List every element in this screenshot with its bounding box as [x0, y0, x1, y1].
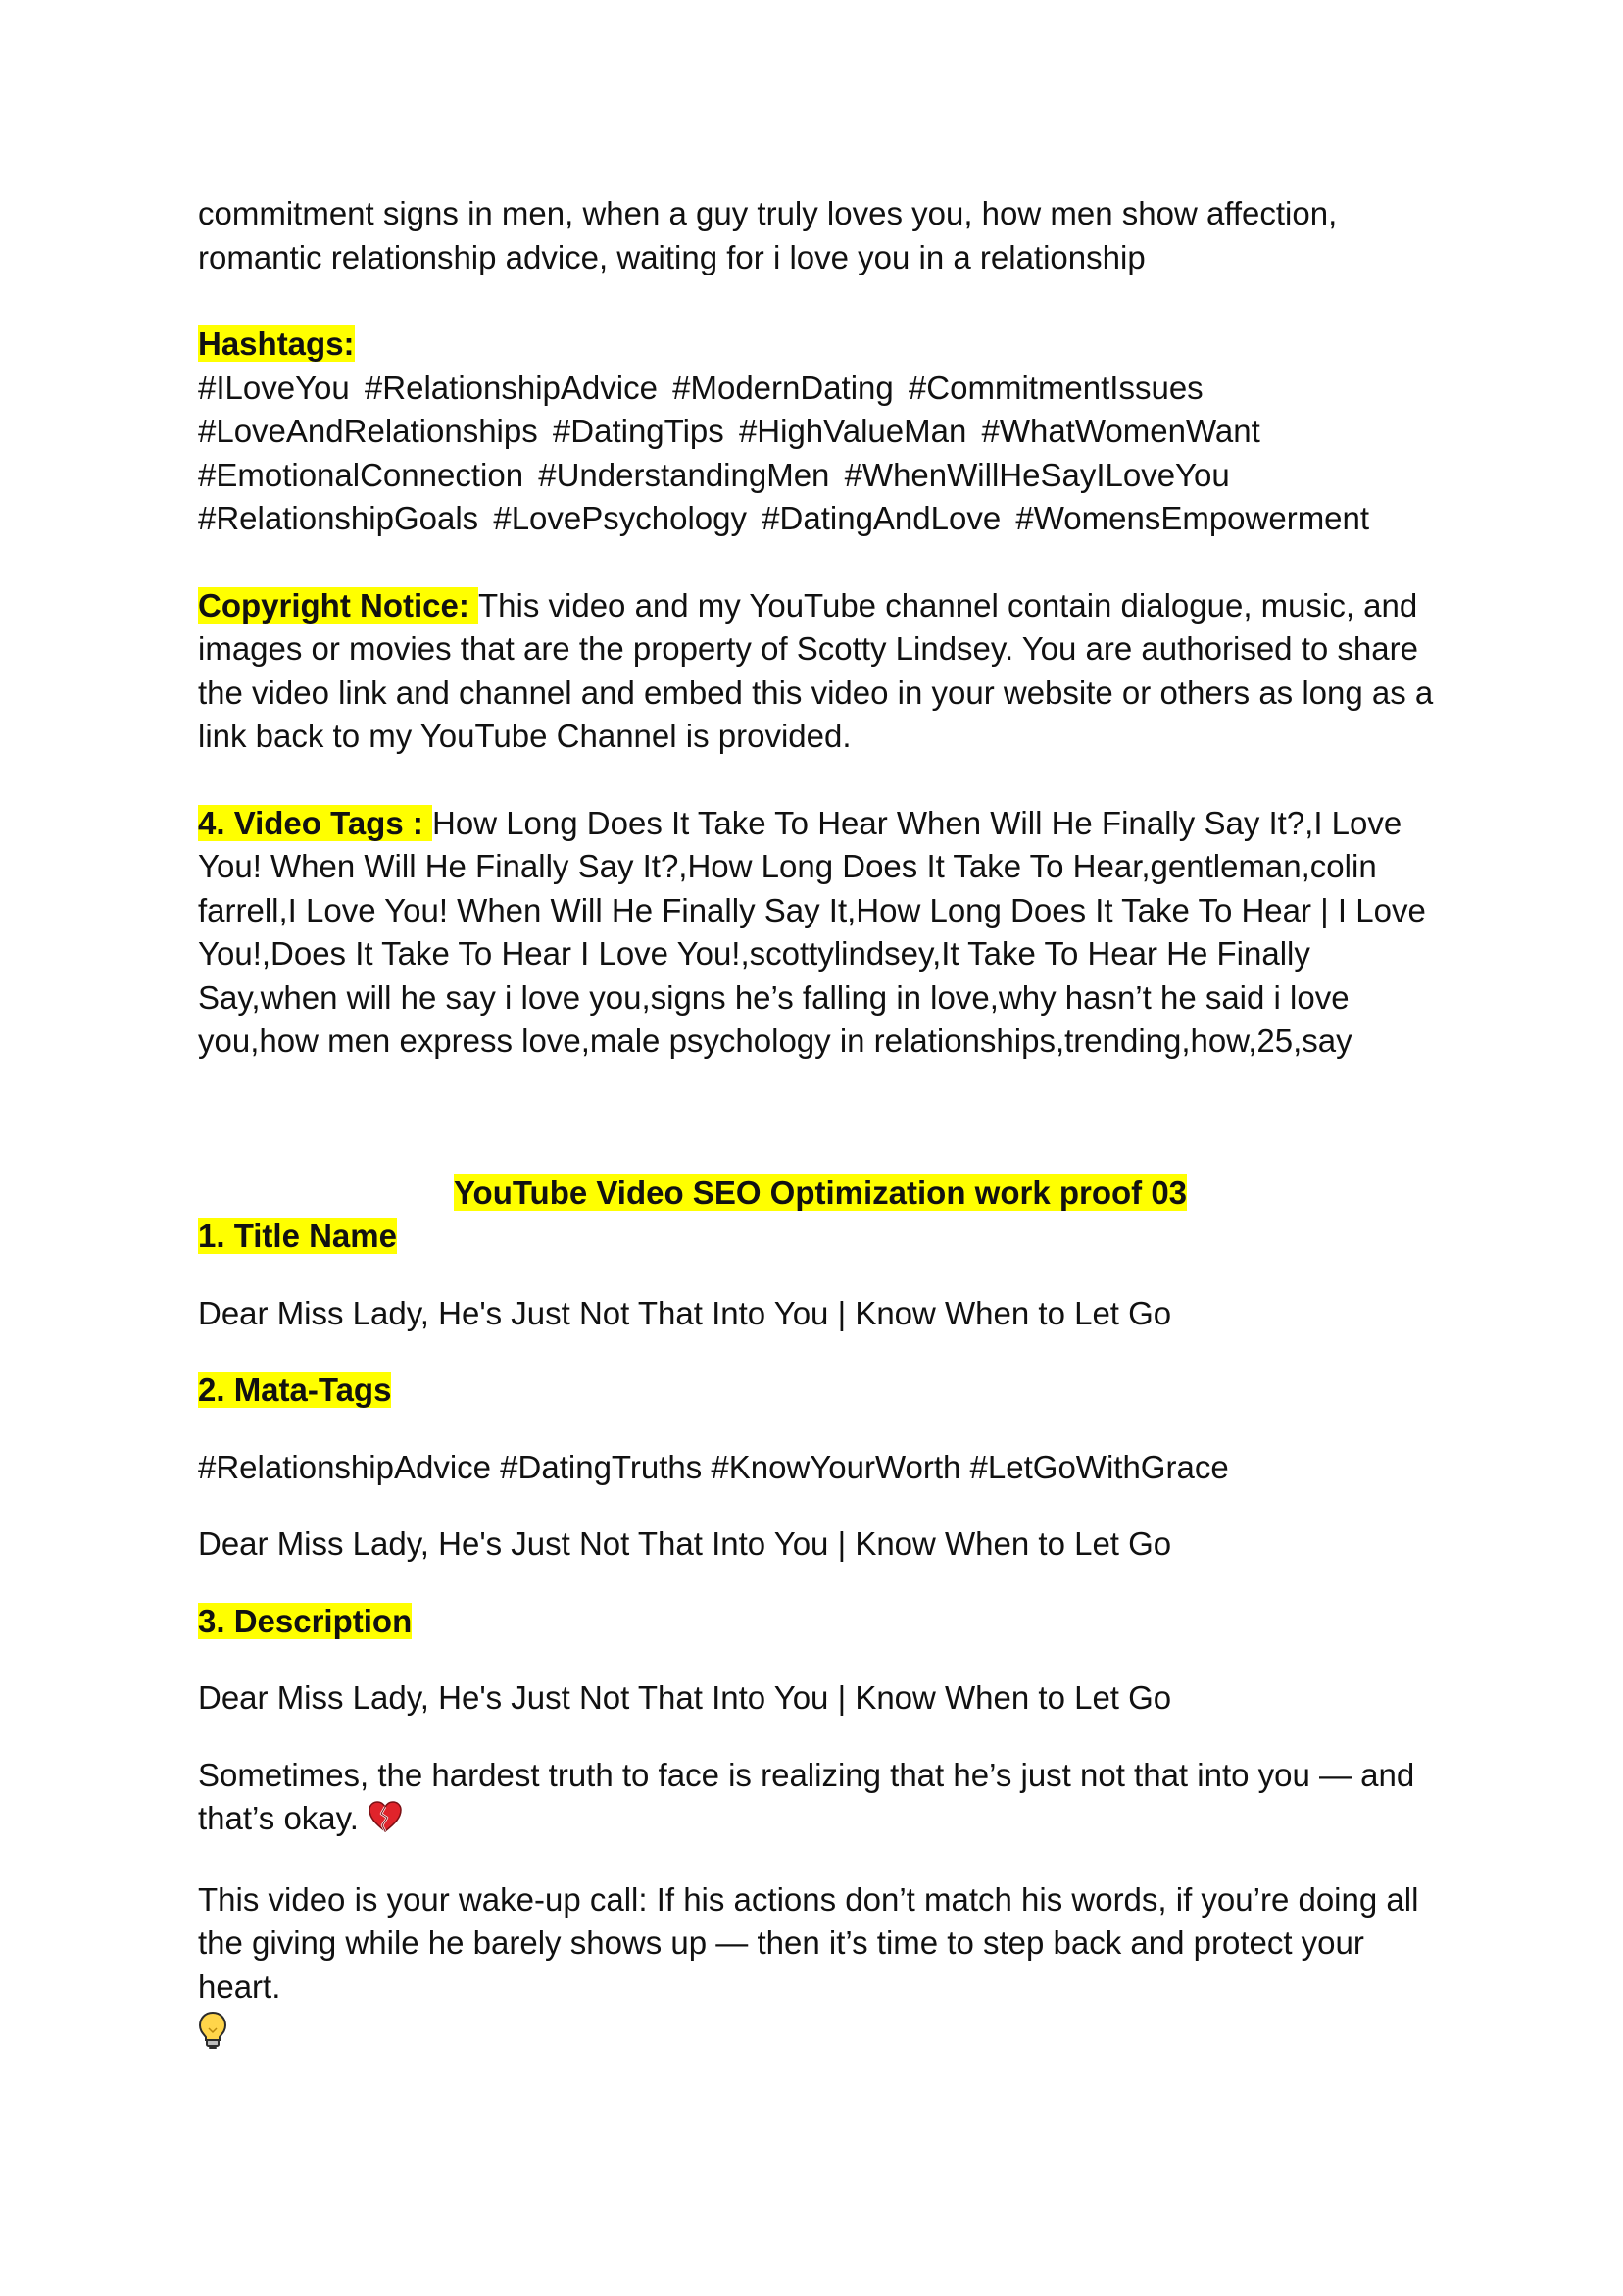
- description-paragraph-2: [198, 1878, 1443, 2062]
- title-name-value: Dear Miss Lady, He's Just Not That Into You | Know When to Let Go: [198, 1294, 1172, 1331]
- hashtag-line: #LoveAndRelationships #DatingTips #HighValueMan #WhatWomenWant: [198, 413, 1260, 449]
- description-text-2: This video is your wake-up call: If his actions don’t match his words, if you’re doing all the giving while he barely shows up — then it’s time to step back and protect your heart.: [198, 1880, 1419, 2005]
- hashtag-line: #EmotionalConnection #UnderstandingMen #WhenWillHeSayILoveYou: [198, 456, 1230, 493]
- hashtag-line: #ILoveYou #RelationshipAdvice #ModernDating #CommitmentIssues: [198, 369, 1204, 406]
- title-name-label: 1. Title Name: [198, 1218, 397, 1254]
- light-bulb-icon: [198, 2011, 1443, 2062]
- broken-heart-icon: [368, 1800, 403, 1845]
- video-tags-paragraph: [198, 802, 1443, 1064]
- video-tags-section: [198, 802, 1443, 1064]
- copyright-section: [198, 584, 1443, 759]
- proof-03-section: [198, 1172, 1443, 2062]
- description-label: 3. Description: [198, 1602, 413, 1639]
- description-text-1: Sometimes, the hardest truth to face is realizing that he’s just not that into you — and that’s okay.: [198, 1756, 1415, 1836]
- video-tags-text: How Long Does It Take To Hear When Will He Finally Say It?,I Love You! When Will He Finally Say It?,How Long Does It Take To Hear,gentleman,colin farrell,I Love You! When Will He Finally Say It,How Long Does It Take To Hear | I Love You!,Does It Take To Hear I Love You!,scottylindsey,It Take To Hear He Finally Say,when will he say i love you,signs he’s falling in love,why hasn’t he said i love you,how men express love,male psychology in relationships,trending,how,25,say: [198, 804, 1426, 1059]
- proof-heading: YouTube Video SEO Optimization work proof 03: [453, 1173, 1188, 1211]
- meta-tags-label: 2. Mata-Tags: [198, 1372, 392, 1408]
- copyright-label: Copyright Notice:: [198, 586, 478, 624]
- keywords-section: [198, 192, 1443, 279]
- hashtag-line: #RelationshipGoals #LovePsychology #DatingAndLove #WomensEmpowerment: [198, 500, 1370, 536]
- hashtags-section: [198, 323, 1443, 541]
- meta-tags-title: Dear Miss Lady, He's Just Not That Into You | Know When to Let Go: [198, 1525, 1172, 1562]
- video-tags-label: 4. Video Tags :: [198, 804, 433, 841]
- copyright-paragraph: [198, 584, 1443, 759]
- description-paragraph-1: [198, 1754, 1443, 1845]
- hashtags-label: Hashtags:: [198, 325, 355, 362]
- keywords-line: commitment signs in men, when a guy truly loves you, how men show affection,: [198, 195, 1338, 231]
- keywords-line: romantic relationship advice, waiting for i love you in a relationship: [198, 238, 1146, 275]
- copyright-text: This video and my YouTube channel contain dialogue, music, and images or movies that are the property of Scotty Lindsey. You are authorised to share the video link and channel and embed this video in your website or others as long as a link back to my YouTube Channel is provided.: [198, 586, 1434, 754]
- document-page: [198, 192, 1443, 2062]
- meta-tags-hashtags: #RelationshipAdvice #DatingTruths #KnowYourWorth #LetGoWithGrace: [198, 1448, 1229, 1485]
- description-title: Dear Miss Lady, He's Just Not That Into You | Know When to Let Go: [198, 1679, 1172, 1716]
